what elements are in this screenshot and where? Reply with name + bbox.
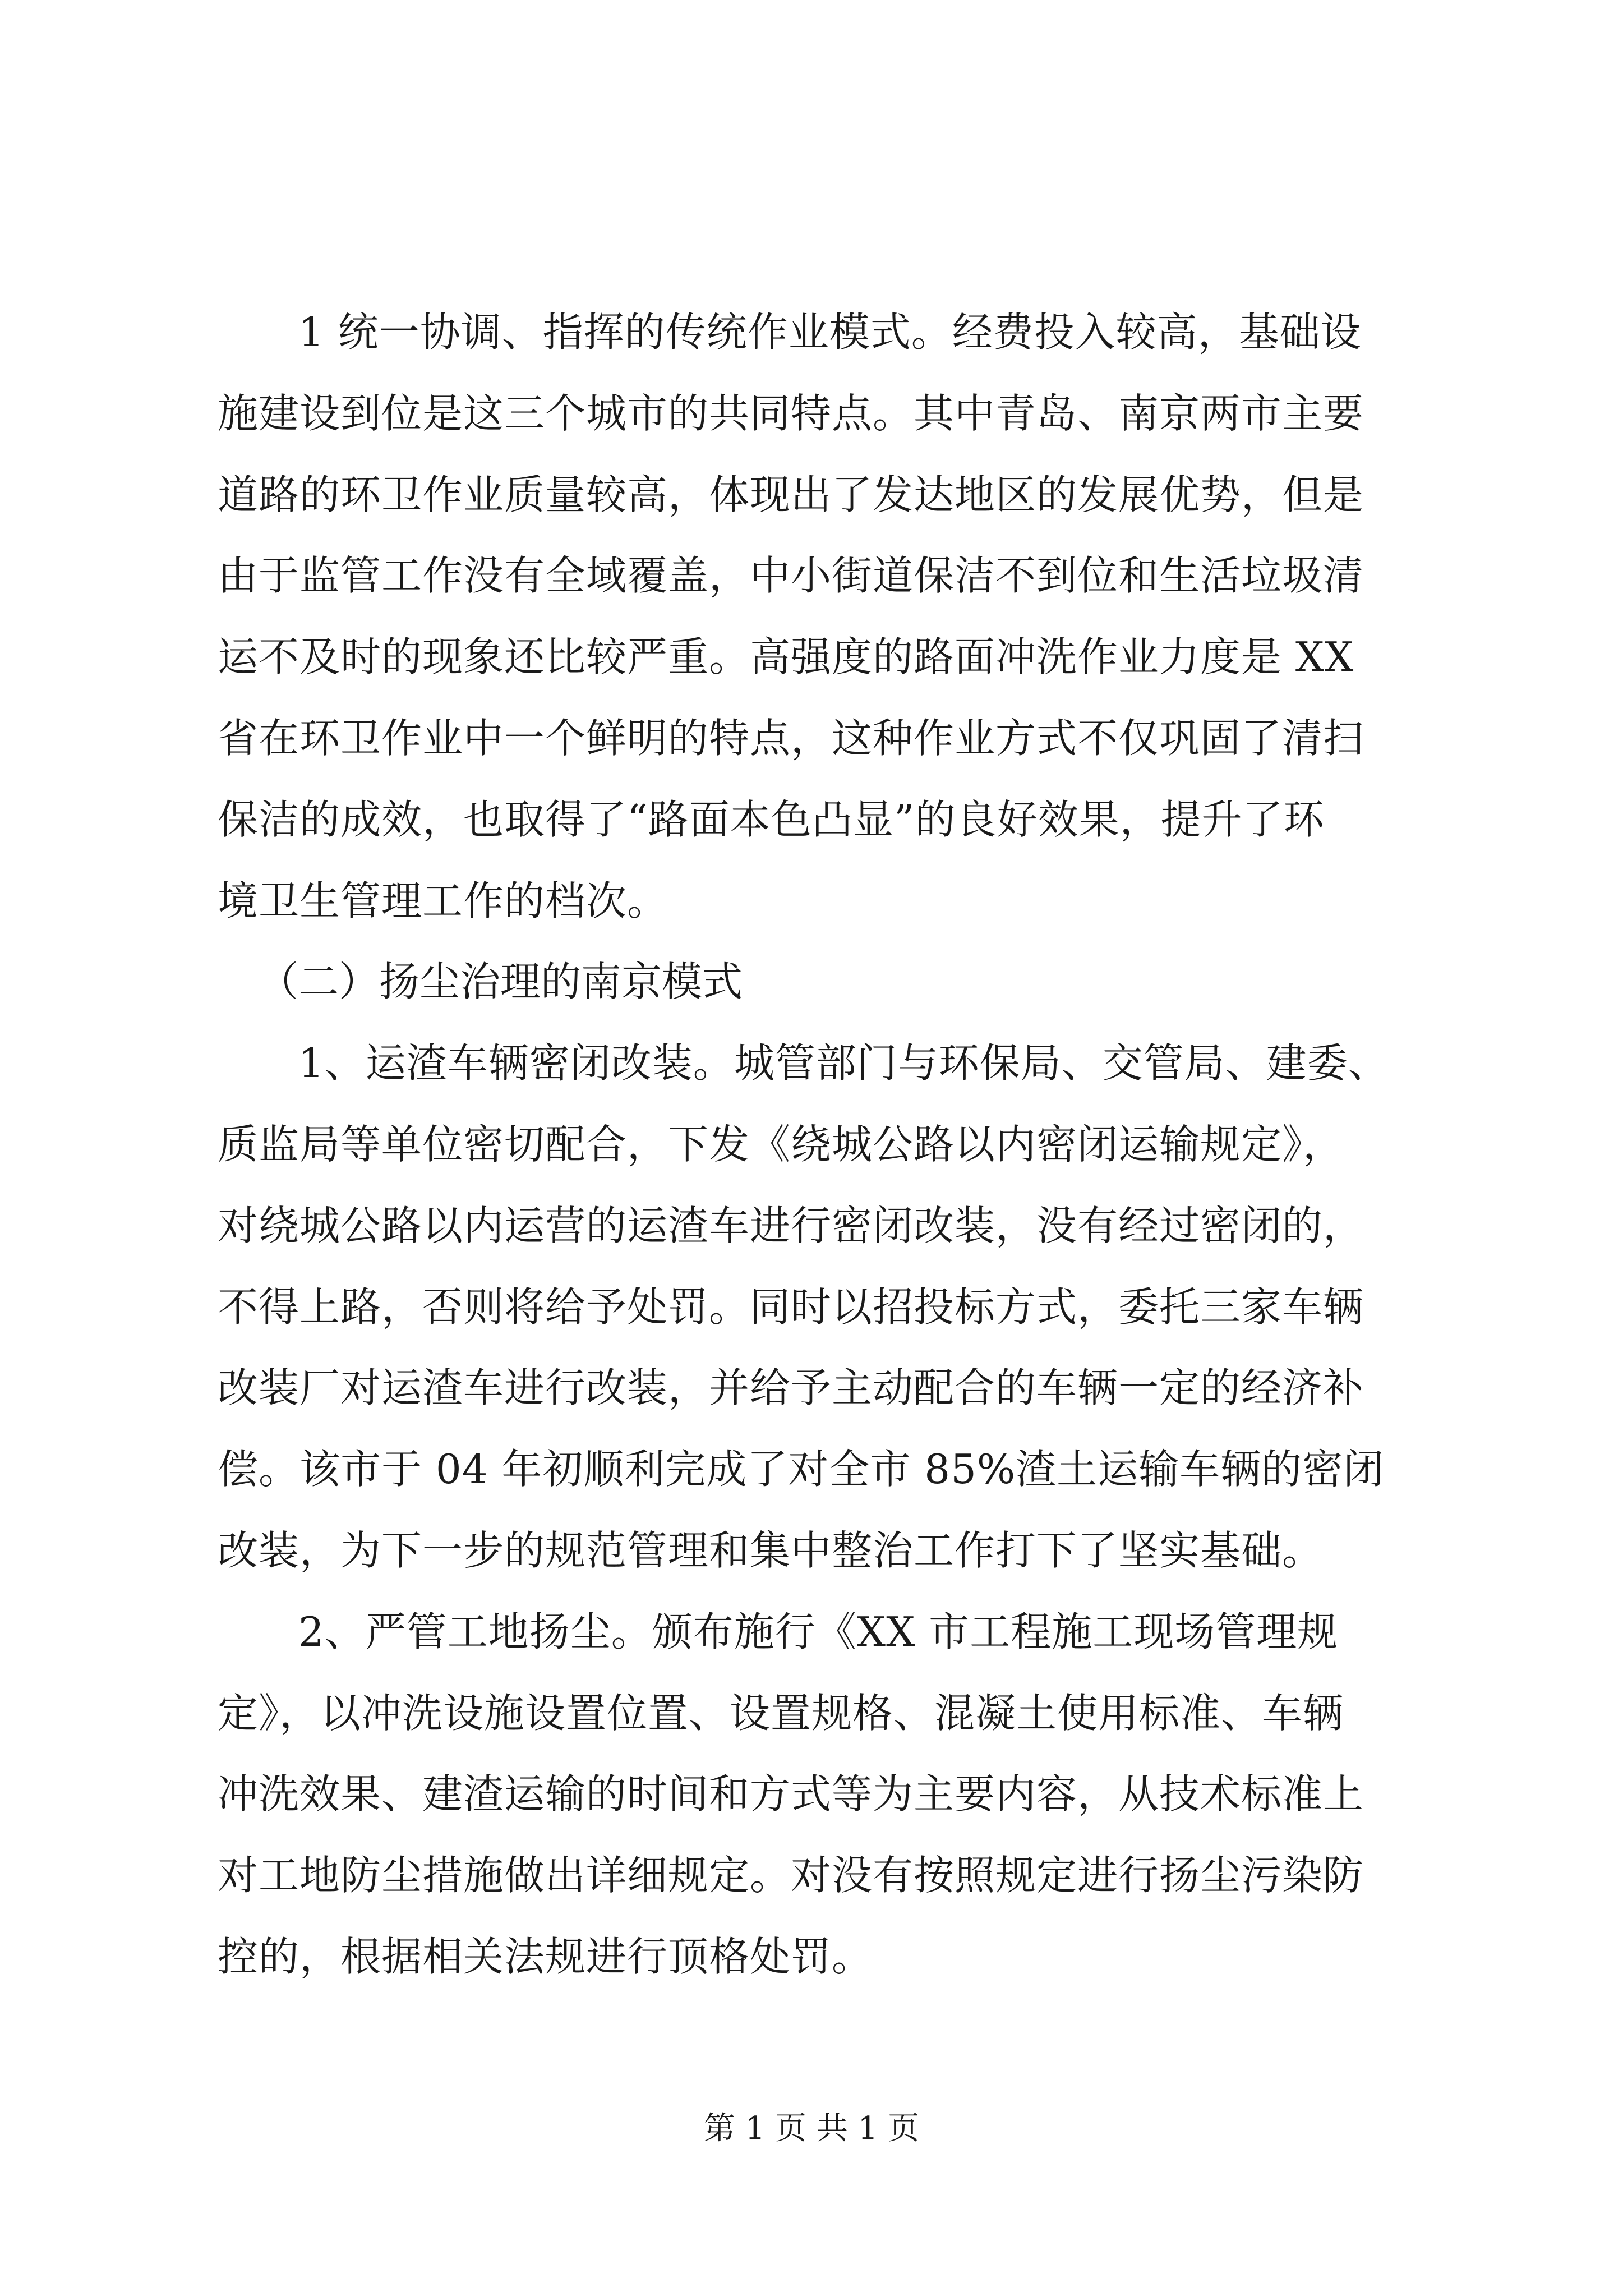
text-line: 定》，以冲洗设施设置位置、设置规格、混凝土使用标准、车辆: [218, 1689, 1344, 1737]
text-line: 改装，为下一步的规范管理和集中整治工作打下了坚实基础。: [218, 1526, 1324, 1574]
text-line: 2、严管工地扬尘。颁布施行《XX 市工程施工现场管理规: [298, 1608, 1339, 1655]
text-line: 对工地防尘措施做出详细规定。对没有按照规定进行扬尘污染防: [218, 1852, 1364, 1899]
text-line: 由于监管工作没有全域覆盖，中小街道保洁不到位和生活垃圾清: [218, 552, 1364, 600]
text-line: 境卫生管理工作的档次。: [218, 877, 668, 924]
text-line: 对绕城公路以内运营的运渣车进行密闭改装，没有经过密闭的，: [218, 1202, 1364, 1249]
text-line: 施建设到位是这三个城市的共同特点。其中青岛、南京两市主要: [218, 389, 1364, 437]
text-line: 控的，根据相关法规进行顶格处罚。: [218, 1932, 873, 1980]
text-line: 1、运渣车辆密闭改装。城管部门与环保局、交管局、建委、: [298, 1039, 1389, 1087]
paragraph-vehicle-sealing: [218, 1023, 1435, 1591]
text-line: 冲洗效果、建渣运输的时间和方式等为主要内容，从技术标准上: [218, 1770, 1364, 1818]
text-line: 不得上路，否则将给予处罚。同时以招投标方式，委托三家车辆: [218, 1283, 1364, 1331]
text-line: 保洁的成效，也取得了“路面本色凸显”的良好效果，提升了环: [218, 795, 1325, 843]
page-footer: 第 1 页 共 1 页: [703, 2110, 920, 2147]
text-line: 质监局等单位密切配合，下发《绕城公路以内密闭运输规定》，: [218, 1120, 1344, 1168]
text-line: 道路的环卫作业质量较高，体现出了发达地区的发展优势，但是: [218, 471, 1364, 518]
text-line: 1 统一协调、指挥的传统作业模式。经费投入较高，基础设: [298, 309, 1362, 356]
text-line: 运不及时的现象还比较严重。高强度的路面冲洗作业力度是 XX: [218, 633, 1354, 681]
section-heading: （二）扬尘治理的南京模式: [258, 958, 743, 1006]
paragraph-sanitation-models: [218, 292, 1435, 941]
document-body: [218, 292, 1435, 1998]
paragraph-site-dust-control: [218, 1591, 1435, 1998]
text-line: 改装厂对运渣车进行改装，并给予主动配合的车辆一定的经济补: [218, 1364, 1364, 1412]
text-line: 省在环卫作业中一个鲜明的特点，这种作业方式不仅巩固了清扫: [218, 714, 1364, 762]
text-line: 偿。该市于 04 年初顺利完成了对全市 85%渣土运输车辆的密闭: [218, 1446, 1385, 1493]
